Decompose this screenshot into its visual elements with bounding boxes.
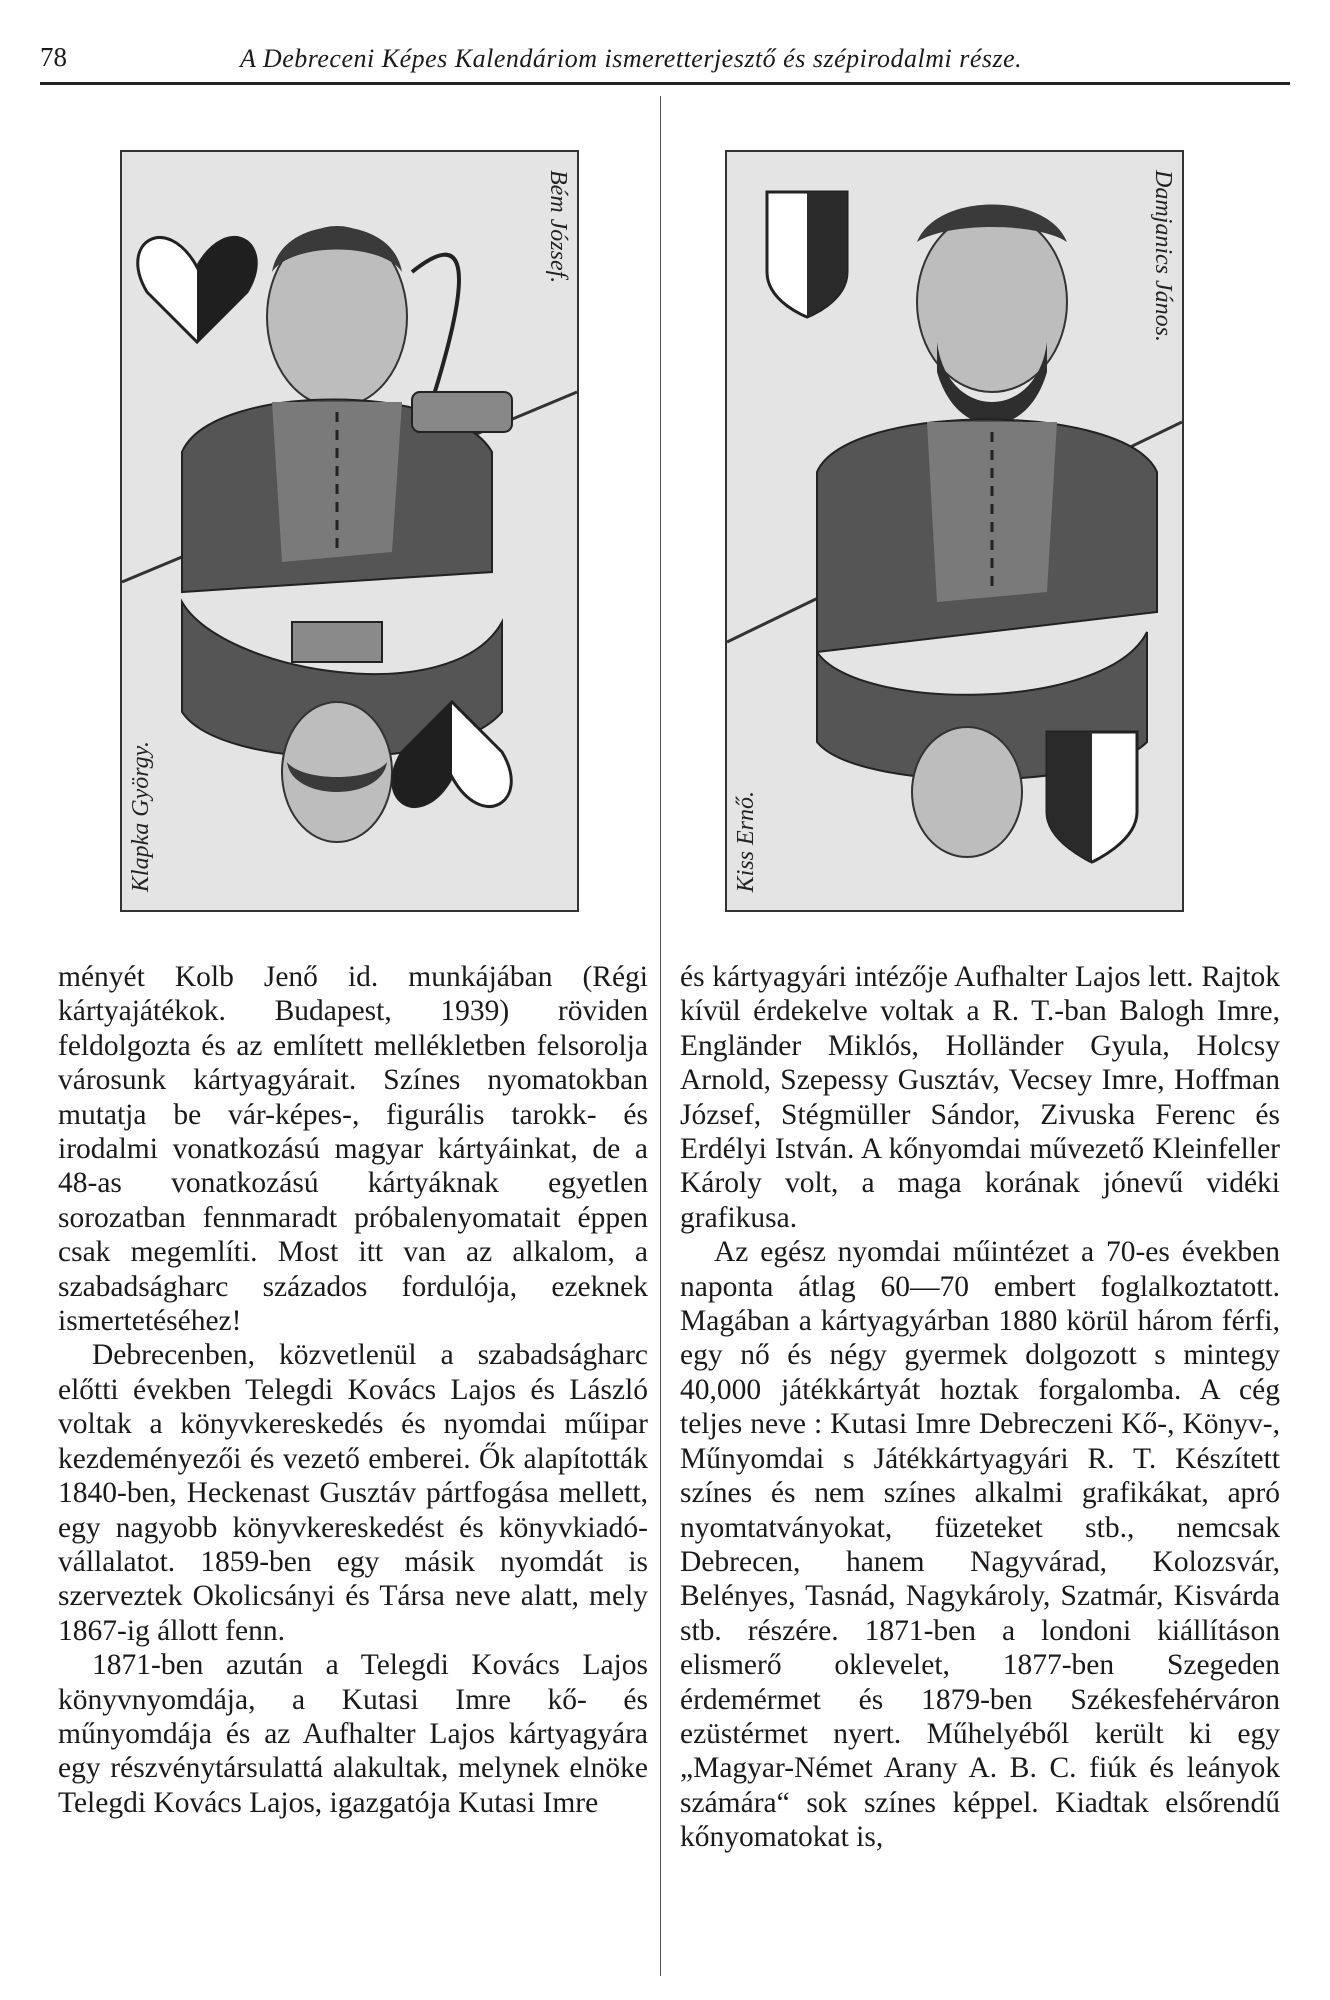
left-text-column — [58, 960, 648, 1820]
card-name-bottom: Klapka György. — [128, 740, 154, 892]
card-name-bottom: Kiss Ernő. — [733, 790, 759, 892]
paragraph: ményét Kolb Jenő id. munkájában (Régi kártyajátékok. Budapest, 1939) röviden feldolgozta és az említett mellékletben felsorolja városunk kártyagyárait. Színes nyomatokban mutatja be vár-képes-, figurális tarokk- és irodalmi vonatkozású magyar kártyáinkat, de a 48-as vonatkozású kártyáknak egyetlen sorozatban fennmaradt próbalenyomatait éppen csak megemlíti. Most itt van az alkalom, a szabadságharc százados fordulója, ezeknek ismertetéséhez! — [58, 961, 648, 1338]
page-header — [40, 40, 1290, 80]
paragraph: 1871-ben azután a Telegdi Kovács Lajos könyvnyomdája, a Kutasi Imre kő- és műnyomdája és az Aufhalter Lajos kártyagyára egy részvénytársulattá alakultak, melynek elnöke Telegdi Kovács Lajos, igazgatója Kutasi Imre — [58, 1649, 648, 1819]
paragraph: Az egész nyomdai műintézet a 70-es években naponta átlag 60—70 embert foglalkoztatott. Magában a kártyagyárban 1880 körül három férfi, egy nő és négy gyermek dolgozott s mintegy 40,000 játékkártyát hoztak forgalomba. A cég teljes neve : Kutasi Imre Debreczeni Kő-, Könyv-, Műnyomdai s Játékkártyagyári R. T. Készített színes és nem színes alkalmi grafikákat, apró nyomtatványokat, füzeteket stb., nemcsak Debrecen, hanem Nagyvárad, Kolozsvár, Belényes, Tasnád, Nagykároly, Szatmár, Kisvárda stb. részére. 1871-ben a londoni kiállításon elismerő oklevelet, 1877-ben Szegeden érdemérmet és 1879-ben Székesfehérváron ezüstérmet nyert. Műhelyéből került ki egy „Magyar-Német Arany A. B. C. fiúk és leányok számára“ sok színes képpel. Kiadtak elsőrendű kőnyomatokat is, — [680, 1236, 1280, 1854]
card-name-top: Damjanics János. — [1150, 170, 1176, 342]
card-illustration — [727, 152, 1182, 910]
paragraph: és kártyagyári intézője Aufhalter Lajos lett. Rajtok kívül érdekelve voltak a R. T.-ban Balogh Imre, Engländer Miklós, Holländer Gyula, Holcsy Arnold, Szepessy Gusztáv, Vecsey Imre, Hoffman József, Stégmüller Sándor, Zivuska Ferenc és Erdélyi István. A kőnyomdai művezető Kleinfeller Károly volt, a maga korának jónevű vidéki grafikusa. — [680, 961, 1280, 1234]
card-illustration — [122, 152, 577, 910]
playing-card-shields — [725, 150, 1184, 912]
card-name-top: Bém József. — [545, 170, 571, 284]
paragraph: Debrecenben, közvetlenül a szabadságharc előtti években Telegdi Kovács Lajos és László voltak a könyvkereskedés és nyomdai műipar kezdeményezői és vezető emberei. Ők alapították 1840-ben, Heckenast Gusztáv pártfogása mellett, egy nagyobb könyvkereskedést és könyvkiadó-vállalatot. 1859-ben egy másik nyomdát is szerveztek Okolicsányi és Társa neve alatt, mely 1867-ig állott fenn. — [58, 1339, 648, 1647]
running-title: A Debreceni Képes Kalendáriom ismeretterjesztő és szépirodalmi része. — [240, 44, 1023, 73]
right-text-column — [680, 960, 1280, 1855]
playing-card-hearts — [120, 150, 579, 912]
header-rule — [40, 82, 1290, 85]
page-number: 78 — [40, 42, 67, 72]
column-divider — [660, 96, 661, 1976]
